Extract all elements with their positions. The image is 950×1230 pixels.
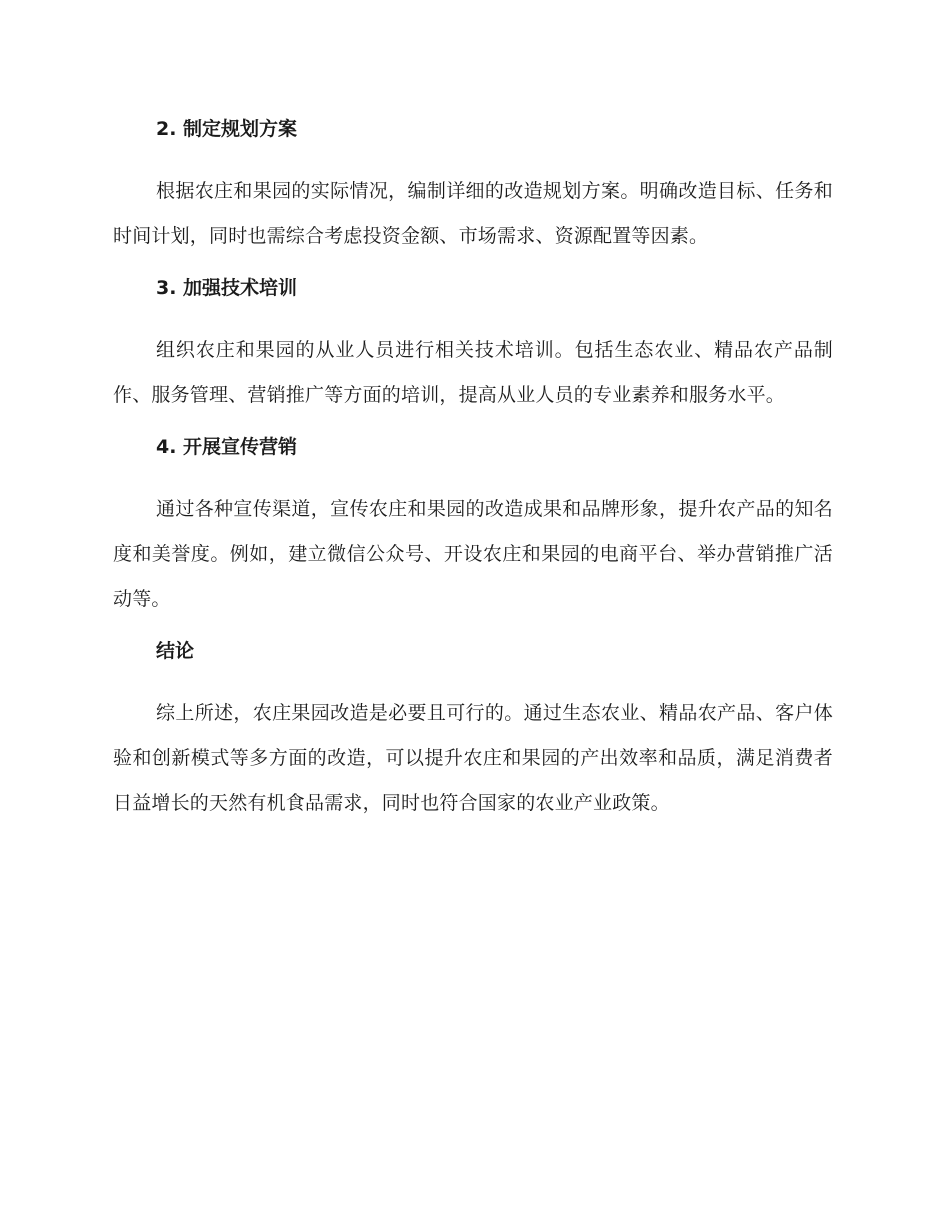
section-body-planning: 根据农庄和果园的实际情况，编制详细的改造规划方案。明确改造目标、任务和时间计划，同时也需综合考虑投资金额、市场需求、资源配置等因素。 <box>113 180 833 247</box>
section-body-conclusion: 综上所述，农庄果园改造是必要且可行的。通过生态农业、精品农产品、客户体验和创新模式等多方面的改造，可以提升农庄和果园的产出效率和品质，满足消费者日益增长的天然有机食品需求，同时也符合国家的农业产业政策。 <box>113 702 833 814</box>
section-body-marketing: 通过各种宣传渠道，宣传农庄和果园的改造成果和品牌形象，提升农产品的知名度和美誉度。例如，建立微信公众号、开设农庄和果园的电商平台、举办营销推广活动等。 <box>113 498 833 610</box>
section-body-training: 组织农庄和果园的从业人员进行相关技术培训。包括生态农业、精品农产品制作、服务管理、营销推广等方面的培训，提高从业人员的专业素养和服务水平。 <box>113 339 833 406</box>
section-heading-conclusion: 结论 <box>156 640 195 662</box>
document-content <box>113 112 833 826</box>
section-heading-planning: 2. 制定规划方案 <box>156 118 298 140</box>
section-heading-marketing: 4. 开展宣传营销 <box>156 436 298 458</box>
section-heading-training: 3. 加强技术培训 <box>156 277 298 299</box>
